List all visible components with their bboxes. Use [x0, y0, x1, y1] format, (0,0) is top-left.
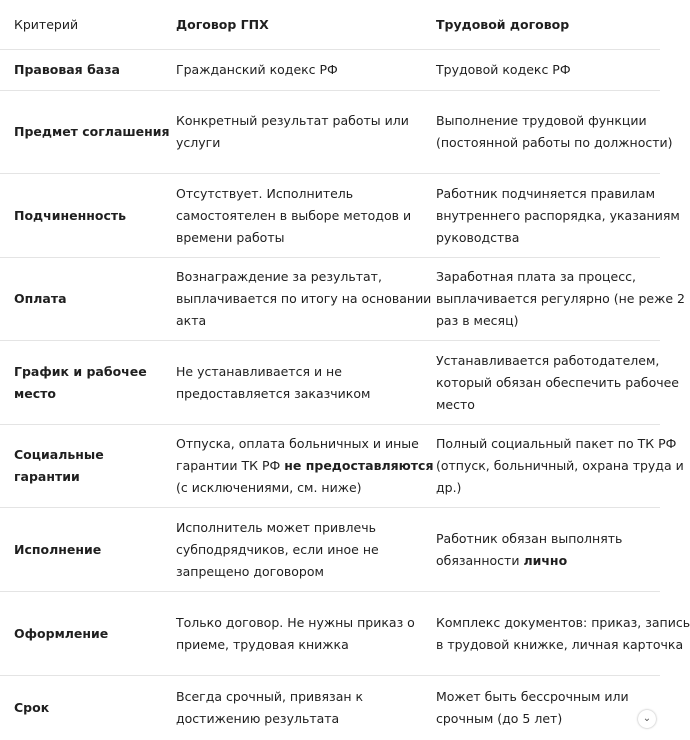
table-row: [0, 425, 684, 508]
labor-cell: Работник обязан выполнять обязанности лично: [436, 530, 623, 568]
criterion-cell: Срок: [14, 700, 50, 715]
table-row: [0, 592, 690, 676]
chevron-down-icon[interactable]: ⌄: [638, 710, 656, 728]
gph-cell: Вознаграждение за результат, выплачивается по итогу на основании акта: [176, 269, 432, 328]
labor-cell: Выполнение трудовой функции (постоянной работы по должности): [436, 113, 673, 150]
labor-cell: Может быть бессрочным или срочным (до 5 лет): [436, 689, 629, 726]
criterion-cell: Социальные гарантии: [14, 447, 104, 484]
gph-cell: Отпуска, оплата больничных и иные гарантии ТК РФ не предоставляются (с исключениями, см. ниже): [176, 436, 434, 495]
table-row: [0, 508, 660, 592]
gph-cell: Всегда срочный, привязан к достижению результата: [176, 689, 364, 726]
emphasis-text: не предоставляются: [284, 458, 434, 473]
labor-cell: Трудовой кодекс РФ: [436, 62, 571, 77]
criterion-cell: Исполнение: [14, 541, 102, 557]
table-row: [0, 174, 680, 258]
emphasis-text: лично: [523, 552, 568, 568]
criterion-cell: Оплата: [14, 291, 67, 306]
gph-cell: Не устанавливается и не предоставляется заказчиком: [176, 363, 371, 401]
labor-cell: Заработная плата за процесс, выплачивается регулярно (не реже 2 раз в месяц): [436, 269, 685, 328]
gph-cell: Исполнитель может привлечь субподрядчиков, если иное не запрещено договором: [176, 519, 379, 579]
criterion-cell: Подчиненность: [14, 207, 127, 223]
gph-cell: Гражданский кодекс РФ: [176, 62, 338, 77]
header-gph: Договор ГПХ: [176, 16, 269, 32]
criterion-cell: Предмет соглашения: [14, 124, 170, 139]
criterion-cell: График и рабочее место: [14, 363, 147, 401]
table-row: [0, 341, 679, 425]
header-labor: Трудовой договор: [436, 16, 570, 32]
labor-cell: Комплекс документов: приказ, запись в трудовой книжке, личная карточка: [436, 614, 690, 652]
table-row: [0, 258, 685, 341]
gph-cell: Только договор. Не нужны приказ о приеме, трудовая книжка: [176, 614, 415, 652]
labor-cell: Работник подчиняется правилам внутреннего распорядка, указаниям руководства: [436, 185, 680, 245]
gph-cell: Отсутствует. Исполнитель самостоятелен в выборе методов и времени работы: [176, 185, 412, 245]
table-row: [0, 676, 660, 740]
gph-cell: Конкретный результат работы или услуги: [176, 113, 409, 150]
table-row: [0, 50, 660, 91]
labor-cell: Устанавливается работодателем, который обязан обеспечить рабочее место: [436, 352, 679, 412]
criterion-cell: Оформление: [14, 625, 109, 641]
criterion-cell: Правовая база: [14, 62, 120, 77]
table-row: [0, 91, 673, 174]
labor-cell: Полный социальный пакет по ТК РФ (отпуск, больничный, охрана труда и др.): [436, 436, 684, 495]
header-criterion: Критерий: [14, 16, 79, 32]
table-header-row: [0, 0, 660, 50]
